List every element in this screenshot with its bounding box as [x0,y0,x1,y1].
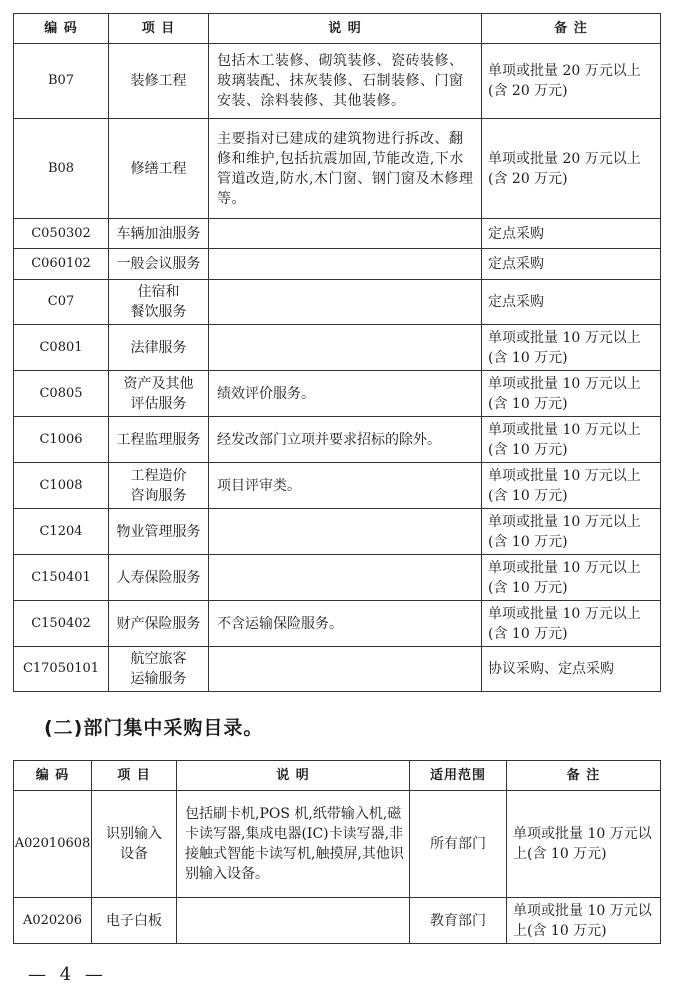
table-row [14,417,661,463]
cell-note: 单项或批量 10 万元以上(含 10 万元) [482,555,661,601]
cell-item: 资产及其他 评估服务 [109,371,209,417]
cell-note: 单项或批量 10 万元以上(含 10 万元) [482,601,661,647]
cell-scope: 所有部门 [410,791,507,898]
cell-description: 主要指对已建成的建筑物进行拆改、翻修和维护,包括抗震加固,节能改造,下水管道改造,防水,木门窗、钢门窗及木修理等。 [209,119,482,219]
table-header-row [14,761,661,791]
department-procurement-table [13,760,661,944]
cell-note: 单项或批量 20 万元以上(含 20 万元) [482,119,661,219]
table-row [14,280,661,325]
cell-description: 绩效评价服务。 [209,371,482,417]
cell-description [209,219,482,249]
cell-note: 单项或批量 10 万元以上(含 10 万元) [507,791,661,898]
cell-code: B07 [14,44,109,119]
cell-note: 单项或批量 10 万元以上(含 10 万元) [482,371,661,417]
header-item: 项 目 [92,761,177,791]
cell-item: 航空旅客 运输服务 [109,647,209,692]
cell-description: 项目评审类。 [209,463,482,509]
cell-code: C1008 [14,463,109,509]
cell-item: 物业管理服务 [109,509,209,555]
cell-code: B08 [14,119,109,219]
header-description: 说 明 [177,761,410,791]
header-note: 备 注 [482,14,661,44]
table-row [14,463,661,509]
cell-item: 电子白板 [92,898,177,944]
header-scope: 适用范围 [410,761,507,791]
cell-code: C1204 [14,509,109,555]
cell-note: 定点采购 [482,280,661,325]
table-header-row [14,14,661,44]
cell-description: 不含运输保险服务。 [209,601,482,647]
cell-item: 识别输入 设备 [92,791,177,898]
cell-item: 财产保险服务 [109,601,209,647]
table-row [14,371,661,417]
cell-note: 定点采购 [482,249,661,280]
cell-item: 车辆加油服务 [109,219,209,249]
cell-code: C060102 [14,249,109,280]
cell-code: C17050101 [14,647,109,692]
cell-code: C0801 [14,325,109,371]
cell-note: 单项或批量 10 万元以上(含 10 万元) [482,325,661,371]
cell-code: A02010608 [14,791,92,898]
cell-description: 经发改部门立项并要求招标的除外。 [209,417,482,463]
cell-description [209,249,482,280]
cell-item: 一般会议服务 [109,249,209,280]
cell-note: 单项或批量 10 万元以上(含 10 万元) [507,898,661,944]
table-row [14,647,661,692]
cell-item: 住宿和 餐饮服务 [109,280,209,325]
cell-note: 单项或批量 20 万元以上(含 20 万元) [482,44,661,119]
header-code: 编 码 [14,761,92,791]
cell-item: 装修工程 [109,44,209,119]
cell-item: 修缮工程 [109,119,209,219]
section-heading: (二)部门集中采购目录。 [44,717,264,739]
table-row [14,898,661,944]
header-code: 编 码 [14,14,109,44]
cell-description [209,555,482,601]
cell-note: 协议采购、定点采购 [482,647,661,692]
table-row [14,44,661,119]
cell-note: 定点采购 [482,219,661,249]
header-item: 项 目 [109,14,209,44]
cell-description [209,647,482,692]
cell-scope: 教育部门 [410,898,507,944]
table-row [14,555,661,601]
header-description: 说 明 [209,14,482,44]
cell-code: C150401 [14,555,109,601]
cell-item: 工程监理服务 [109,417,209,463]
cell-code: C0805 [14,371,109,417]
cell-item: 人寿保险服务 [109,555,209,601]
cell-description [209,280,482,325]
cell-code: C07 [14,280,109,325]
cell-code: A020206 [14,898,92,944]
table-row [14,601,661,647]
central-procurement-table [13,13,661,692]
header-note: 备 注 [507,761,661,791]
cell-description: 包括木工装修、砌筑装修、瓷砖装修、玻璃装配、抹灰装修、石制装修、门窗安装、涂料装修、其他装修。 [209,44,482,119]
table-row [14,509,661,555]
page-number: — 4 — [28,964,107,985]
cell-note: 单项或批量 10 万元以上(含 10 万元) [482,417,661,463]
cell-code: C150402 [14,601,109,647]
cell-item: 法律服务 [109,325,209,371]
cell-code: C1006 [14,417,109,463]
table-row [14,119,661,219]
cell-item: 工程造价 咨询服务 [109,463,209,509]
table-row [14,325,661,371]
cell-description [209,325,482,371]
cell-note: 单项或批量 10 万元以上(含 10 万元) [482,463,661,509]
cell-description: 包括刷卡机,POS 机,纸带输入机,磁卡读写器,集成电器(IC)卡读写器,非接触式智能卡读写机,触摸屏,其他识别输入设备。 [177,791,410,898]
table-row [14,249,661,280]
cell-code: C050302 [14,219,109,249]
cell-note: 单项或批量 10 万元以上(含 10 万元) [482,509,661,555]
table-row [14,791,661,898]
table-row [14,219,661,249]
cell-description [177,898,410,944]
cell-description [209,509,482,555]
